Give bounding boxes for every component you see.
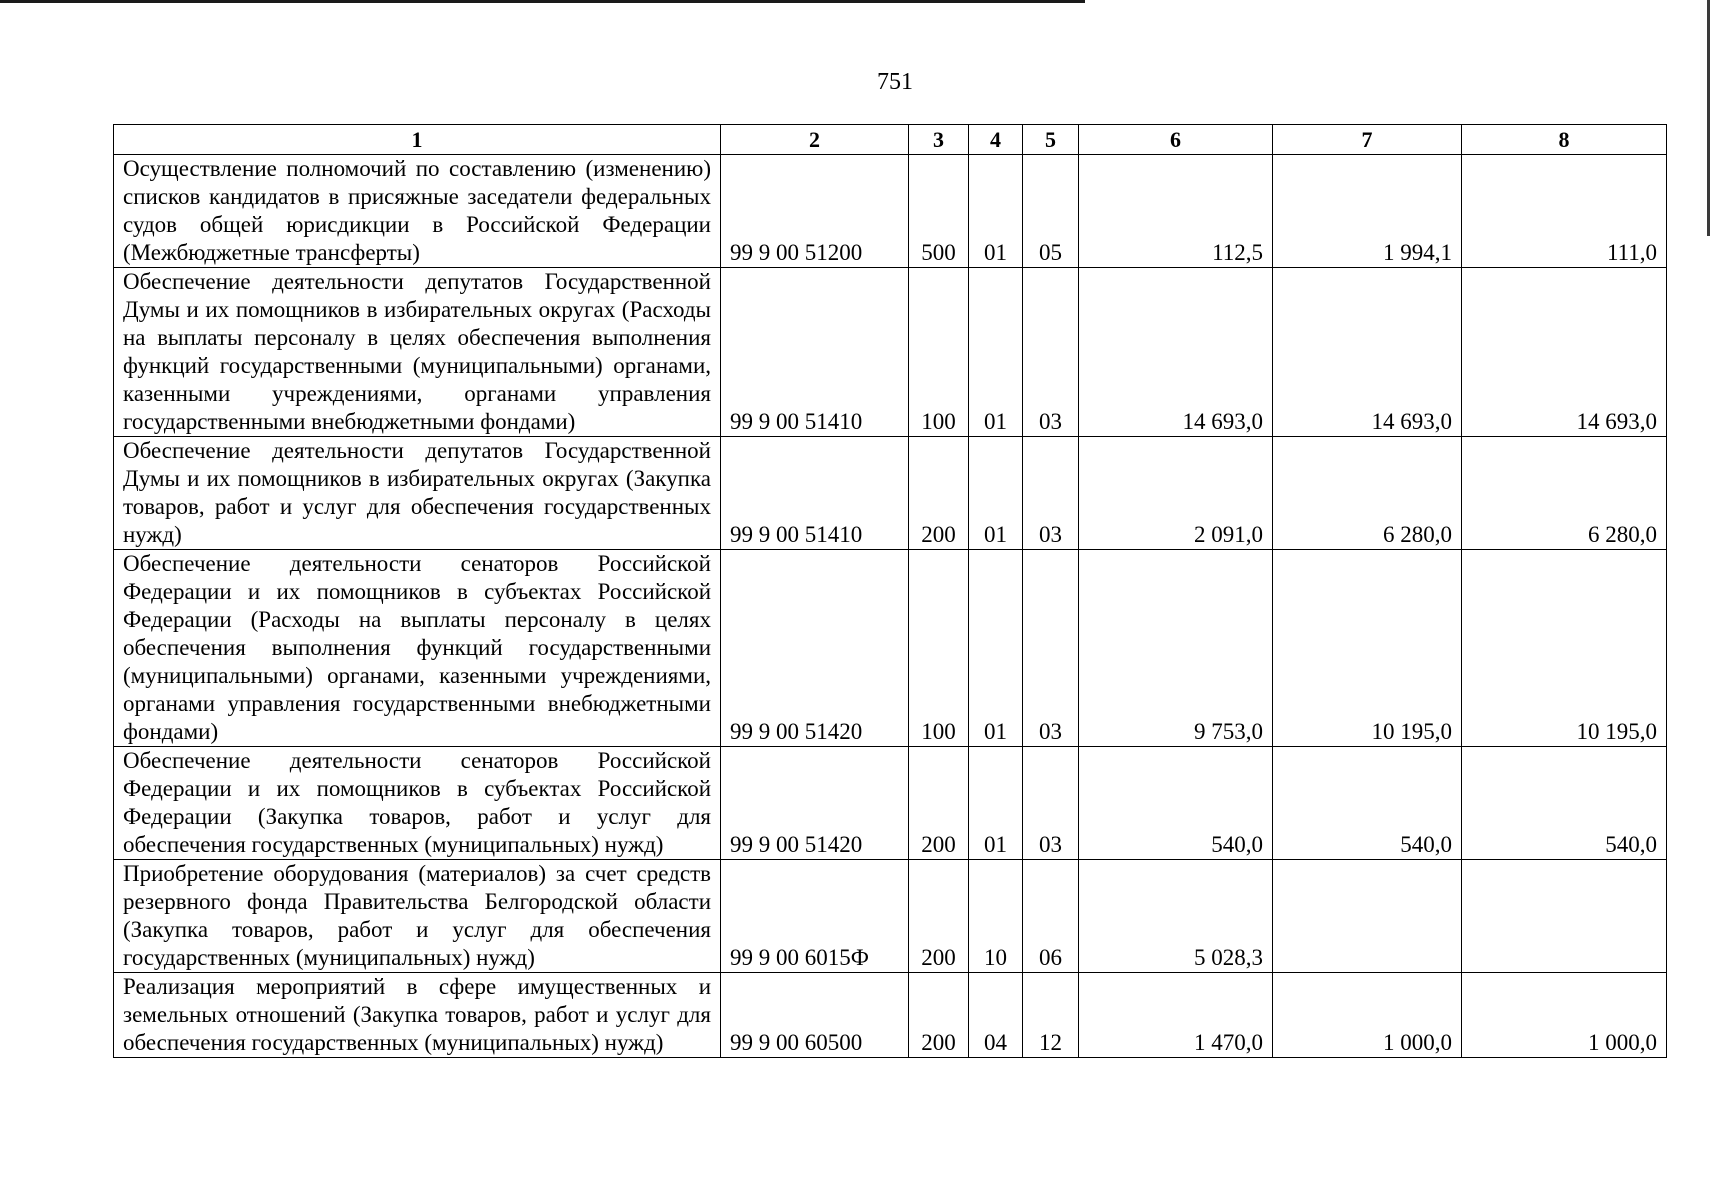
column-header: 4 — [969, 125, 1023, 155]
expense-name-cell: Обеспечение деятельности депутатов Государственной Думы и их помощников в избирательных округах (Закупка товаров, работ и услуг для обеспечения государственных нужд) — [114, 437, 721, 550]
subsection-cell: 03 — [1023, 437, 1079, 550]
column-header: 7 — [1273, 125, 1462, 155]
section-cell: 01 — [969, 437, 1023, 550]
expense-name-cell: Обеспечение деятельности сенаторов Российской Федерации и их помощников в субъектах Российской Федерации (Закупка товаров, работ и услуг для обеспечения государственных (муниципальных) нужд) — [114, 747, 721, 860]
amount-col7-cell: 10 195,0 — [1273, 550, 1462, 747]
column-header: 3 — [909, 125, 969, 155]
amount-col8-cell: 1 000,0 — [1462, 973, 1667, 1058]
column-header: 1 — [114, 125, 721, 155]
amount-col8-cell: 14 693,0 — [1462, 268, 1667, 437]
table-row — [114, 437, 1667, 550]
amount-col6-cell: 5 028,3 — [1079, 860, 1273, 973]
header-row — [114, 125, 1667, 155]
amount-col6-cell: 14 693,0 — [1079, 268, 1273, 437]
subsection-cell: 03 — [1023, 268, 1079, 437]
subsection-cell: 06 — [1023, 860, 1079, 973]
target-code-cell: 99 9 00 51410 — [721, 268, 909, 437]
target-code-cell: 99 9 00 60500 — [721, 973, 909, 1058]
amount-col7-cell: 1 000,0 — [1273, 973, 1462, 1058]
section-cell: 01 — [969, 747, 1023, 860]
amount-col6-cell: 2 091,0 — [1079, 437, 1273, 550]
expense-type-cell: 200 — [909, 437, 969, 550]
table-row — [114, 747, 1667, 860]
amount-col6-cell: 9 753,0 — [1079, 550, 1273, 747]
subsection-cell: 03 — [1023, 550, 1079, 747]
amount-col7-cell: 6 280,0 — [1273, 437, 1462, 550]
section-cell: 04 — [969, 973, 1023, 1058]
amount-col8-cell — [1462, 860, 1667, 973]
page-number: 751 — [877, 69, 913, 95]
subsection-cell: 03 — [1023, 747, 1079, 860]
table-row — [114, 973, 1667, 1058]
target-code-cell: 99 9 00 51200 — [721, 155, 909, 268]
expense-type-cell: 200 — [909, 747, 969, 860]
amount-col6-cell: 1 470,0 — [1079, 973, 1273, 1058]
amount-col8-cell: 6 280,0 — [1462, 437, 1667, 550]
amount-col8-cell: 10 195,0 — [1462, 550, 1667, 747]
amount-col7-cell: 540,0 — [1273, 747, 1462, 860]
budget-table — [113, 124, 1667, 1058]
expense-name-cell: Приобретение оборудования (материалов) за счет средств резервного фонда Правительства Белгородской области (Закупка товаров, работ и услуг для обеспечения государственных (муниципальных) нужд) — [114, 860, 721, 973]
expense-name-cell: Обеспечение деятельности депутатов Государственной Думы и их помощников в избирательных округах (Расходы на выплаты персоналу в целях обеспечения выполнения функций государственными (муниципальными) органами, казенными учреждениями, органами управления государственными внебюджетными фондами) — [114, 268, 721, 437]
section-cell: 01 — [969, 268, 1023, 437]
column-header: 2 — [721, 125, 909, 155]
expense-name-cell: Осуществление полномочий по составлению (изменению) списков кандидатов в присяжные заседатели федеральных судов общей юрисдикции в Российской Федерации (Межбюджетные трансферты) — [114, 155, 721, 268]
target-code-cell: 99 9 00 6015Ф — [721, 860, 909, 973]
expense-type-cell: 500 — [909, 155, 969, 268]
amount-col7-cell: 1 994,1 — [1273, 155, 1462, 268]
expense-name-cell: Обеспечение деятельности сенаторов Российской Федерации и их помощников в субъектах Российской Федерации (Расходы на выплаты персоналу в целях обеспечения выполнения функций государственными (муниципальными) органами, казенными учреждениями, органами управления государственными внебюджетными фондами) — [114, 550, 721, 747]
expense-type-cell: 100 — [909, 550, 969, 747]
target-code-cell: 99 9 00 51410 — [721, 437, 909, 550]
amount-col7-cell — [1273, 860, 1462, 973]
table-row — [114, 268, 1667, 437]
section-cell: 01 — [969, 550, 1023, 747]
amount-col6-cell: 112,5 — [1079, 155, 1273, 268]
column-header: 5 — [1023, 125, 1079, 155]
target-code-cell: 99 9 00 51420 — [721, 747, 909, 860]
column-header: 6 — [1079, 125, 1273, 155]
amount-col8-cell: 111,0 — [1462, 155, 1667, 268]
amount-col7-cell: 14 693,0 — [1273, 268, 1462, 437]
column-header: 8 — [1462, 125, 1667, 155]
subsection-cell: 05 — [1023, 155, 1079, 268]
amount-col6-cell: 540,0 — [1079, 747, 1273, 860]
section-cell: 01 — [969, 155, 1023, 268]
expense-type-cell: 200 — [909, 973, 969, 1058]
table-row — [114, 860, 1667, 973]
table-row — [114, 155, 1667, 268]
expense-type-cell: 100 — [909, 268, 969, 437]
expense-type-cell: 200 — [909, 860, 969, 973]
target-code-cell: 99 9 00 51420 — [721, 550, 909, 747]
right-margin-rule — [1707, 0, 1710, 236]
table-row — [114, 550, 1667, 747]
subsection-cell: 12 — [1023, 973, 1079, 1058]
expense-name-cell: Реализация мероприятий в сфере имущественных и земельных отношений (Закупка товаров, работ и услуг для обеспечения государственных (муниципальных) нужд) — [114, 973, 721, 1058]
section-cell: 10 — [969, 860, 1023, 973]
amount-col8-cell: 540,0 — [1462, 747, 1667, 860]
top-border-rule — [0, 0, 1085, 3]
